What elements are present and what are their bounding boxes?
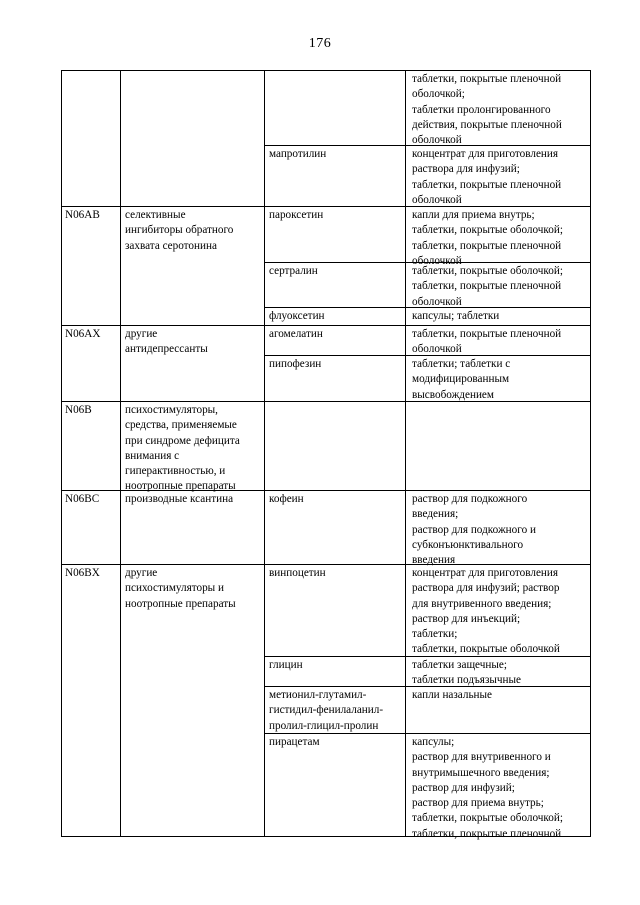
substance-cell: пароксетин [269,209,324,221]
dosage-forms-cell: раствор для подкожного введения; раствор для подкожного и субконъюнктивального введения [412,493,536,567]
dosage-forms-cell: таблетки; таблетки с модифицированным высвобождением [412,358,511,401]
dosage-forms-cell: капсулы; таблетки [412,310,500,322]
table-border-left [61,70,62,837]
substance-cell: флуоксетин [269,310,325,322]
dosage-forms-cell: таблетки, покрытые пленочной оболочкой [412,328,562,356]
substance-cell: метионил-глутамил- гистидил-фенилаланил- пролил-глицил-пролин [269,689,384,732]
dosage-forms-cell: капли для приема внутрь; таблетки, покрытые оболочкой; таблетки, покрытые пленочной оболочкой [412,209,563,267]
group-name-cell: психостимуляторы, средства, применяемые при синдроме дефицита внимания с гиперактивностью, и ноотропные препараты [125,404,240,493]
substance-cell: винпоцетин [269,567,326,579]
group-name-cell: другие психостимуляторы и ноотропные препараты [125,567,236,610]
dosage-forms-cell: таблетки, покрытые оболочкой; таблетки, покрытые пленочной оболочкой [412,265,563,308]
group-name-cell: другие антидепрессанты [125,328,208,356]
dosage-forms-cell: капли назальные [412,689,493,701]
atc-code-cell: N06AX [65,328,101,340]
dosage-forms-cell: концентрат для приготовления раствора для инфузий; раствор для внутривенного введения; раствор для инъекций; таблетки; таблетки, покрытые оболочкой [412,567,560,656]
atc-code-cell: N06BC [65,493,100,505]
dosage-forms-cell: капсулы; раствор для внутривенного и внутримышечного введения; раствор для инфузий; раствор для приема внутрь; таблетки, покрытые оболочкой; таблетки, покрытые пленочной [412,736,563,840]
substance-cell: кофеин [269,493,304,505]
table-border-top [61,70,591,71]
column-divider [264,70,265,837]
group-name-cell: селективные ингибиторы обратного захвата серотонина [125,209,234,252]
drug-table [61,70,591,840]
column-divider [120,70,121,837]
substance-cell: сертралин [269,265,318,277]
substance-cell: мапротилин [269,148,327,160]
column-divider [405,70,406,837]
atc-code-cell: N06AB [65,209,100,221]
dosage-forms-cell: концентрат для приготовления раствора для инфузий; таблетки, покрытые пленочной оболочкой [412,148,562,206]
substance-cell: агомелатин [269,328,323,340]
group-name-cell: производные ксантина [125,493,234,505]
page-number: 176 [308,36,332,51]
atc-code-cell: N06BX [65,567,100,579]
dosage-forms-cell: таблетки защечные; таблетки подъязычные [412,659,521,687]
dosage-forms-cell: таблетки, покрытые пленочной оболочкой; таблетки пролонгированного действия, покрытые пленочной оболочкой [412,73,562,147]
atc-code-cell: N06B [65,404,92,416]
substance-cell: пипофезин [269,358,322,370]
substance-cell: глицин [269,659,303,671]
table-border-right [590,70,591,837]
row-divider [61,325,591,326]
substance-cell: пирацетам [269,736,320,748]
